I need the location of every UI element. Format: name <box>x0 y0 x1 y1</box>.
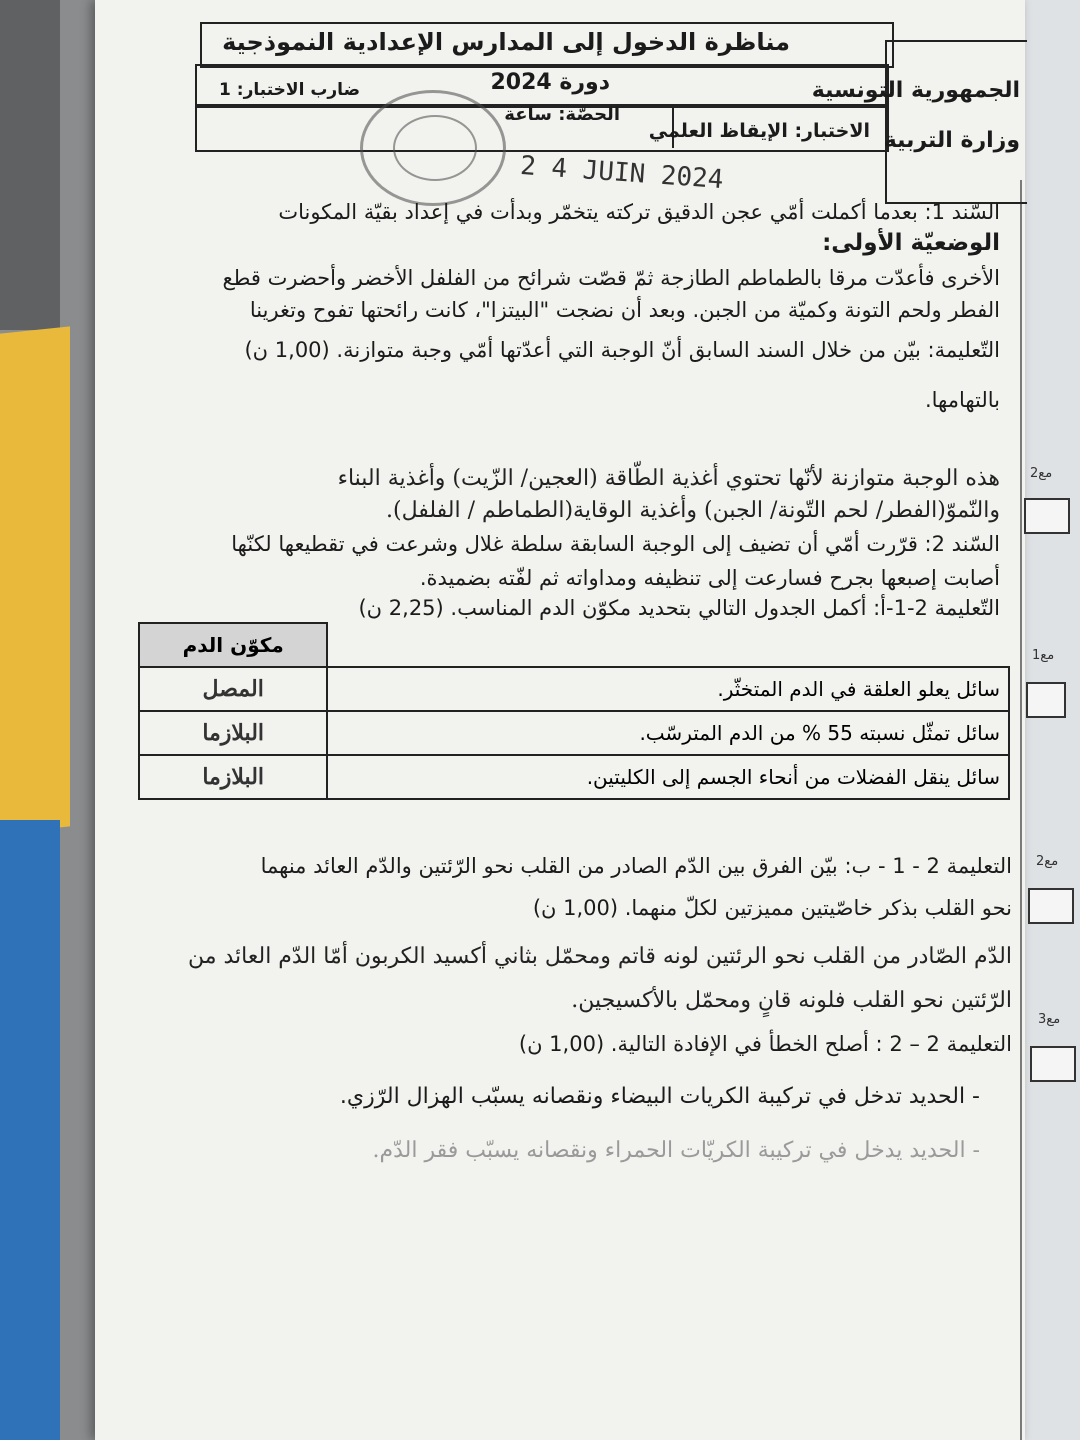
exam-subject: الاختبار: الإيقاظ العلمي <box>648 120 870 142</box>
stamp-emblem-icon <box>393 115 477 181</box>
doc1-line1: السّند 1: بعدما أكملت أمّي عجن الدقيق تركته يتخمّر وبدأت في إعداد بقيّة المكونات <box>278 200 1000 224</box>
table-row <box>139 755 1009 799</box>
answer-1-line1: هذه الوجبة متوازنة لأنّها تحتوي أغذية الطّاقة (العجين/ الزّيت) وأغذية البناء <box>337 466 1000 491</box>
grade-box-2[interactable] <box>1026 682 1066 718</box>
exam-title: مناظرة الدخول إلى المدارس الإعدادية النموذجية <box>222 28 790 56</box>
ministry-name: وزارة التربية <box>883 128 1020 153</box>
table-header-blood-component: مكوّن الدم <box>139 623 327 667</box>
doc1-line2: الأخرى فأعدّت مرقا بالطماطم الطازجة ثمّ قصّت شرائح من الفلفل الأخضر وأحضرت قطع <box>222 266 1000 290</box>
instruction-1: التّعليمة: بيّن من خلال السند السابق أنّ الوجبة التي أعدّتها أمّي وجبة متوازنة. (1,00 ن) <box>244 338 1000 362</box>
table-row-description: سائل يعلو العلقة في الدم المتخثّر. <box>327 667 1009 711</box>
table-row-answer[interactable]: المصل <box>139 667 327 711</box>
instruction-2-1-b-line2: نحو القلب بذكر خاصّيتين مميزتين لكلّ منهما. (1,00 ن) <box>532 896 1012 920</box>
grade-label-4: مع3 <box>1038 1012 1061 1027</box>
grade-box-1[interactable] <box>1024 498 1070 534</box>
table-row-description: سائل ينقل الفضلات من أنحاء الجسم إلى الكليتين. <box>327 755 1009 799</box>
corrected-statement: - الحديد يدخل في تركيبة الكريّات الحمراء ونقصانه يسبّب فقر الدّم. <box>372 1138 980 1163</box>
instruction-2-1-a: التّعليمة 2-1-أ: أكمل الجدول التالي بتحديد مكوّن الدم المناسب. (2,25 ن) <box>358 596 1000 620</box>
instruction-2-1-b-line1: التعليمة 2 - 1 - ب: بيّن الفرق بين الدّم الصادر من القلب نحو الرّئتين والدّم العائد منهما <box>260 854 1012 878</box>
official-stamp <box>360 90 506 206</box>
exam-duration: الحصّة: ساعة <box>504 104 620 125</box>
right-page-edge <box>1025 0 1080 1440</box>
doc2-line1: السّند 2: قرّرت أمّي أن تضيف إلى الوجبة السابقة سلطة غلال وشرعت في تقطيعها لكنّها <box>231 532 1000 556</box>
grade-box-3[interactable] <box>1028 888 1074 924</box>
answer-2-1-b-line2: الرّئتين نحو القلب فلونه قانٍ ومحمّل بالأكسيجين. <box>571 988 1012 1013</box>
statement-to-correct: - الحديد تدخل في تركيبة الكريات البيضاء ونقصانه يسبّب الهزال الرّزي. <box>339 1084 980 1109</box>
grade-label-3: مع2 <box>1036 854 1059 869</box>
blood-components-table <box>138 622 1010 800</box>
background-dark <box>0 0 60 330</box>
doc1-line4: بالتهامها. <box>924 388 1000 412</box>
background-yellow-folder <box>0 326 70 833</box>
doc1-line3: الفطر ولحم التونة وكميّة من الجبن. وبعد أن نضجت "البيتزا"، كانت رائحتها تفوح وتغرينا <box>249 298 1000 322</box>
table-row <box>139 667 1009 711</box>
table-row-answer[interactable]: البلازما <box>139 755 327 799</box>
table-empty-header <box>327 623 1009 667</box>
grade-label-2: مع1 <box>1032 648 1055 663</box>
table-row-answer[interactable]: البلازما <box>139 711 327 755</box>
exam-coefficient: ضارب الاختبار: 1 <box>219 80 360 100</box>
situation-title: الوضعيّة الأولى: <box>822 230 1000 256</box>
answer-2-1-b-line1: الدّم الصّادر من القلب نحو الرئتين لونه قاتم ومحمّل بثاني أكسيد الكربون أمّا الدّم العائد من <box>187 944 1012 969</box>
republic-name: الجمهورية التونسية <box>811 78 1020 103</box>
doc2-line2: أصابت إصبعها بجرح فسارعت إلى تنظيفه ومداواته ثم لفّته بضميدة. <box>419 566 1000 590</box>
margin-line <box>1020 180 1022 1440</box>
table-row <box>139 711 1009 755</box>
grade-label-1: مع2 <box>1030 466 1053 481</box>
grade-box-4[interactable] <box>1030 1046 1076 1082</box>
stamp-date: 2 4 JUIN 2024 <box>519 150 725 196</box>
exam-session: دورة 2024 <box>490 70 610 95</box>
instruction-2-2: التعليمة 2 – 2 : أصلح الخطأ في الإفادة التالية. (1,00 ن) <box>518 1032 1012 1056</box>
background-blue-folder <box>0 820 60 1440</box>
table-row-description: سائل تمثّل نسبته 55 % من الدم المترسّب. <box>327 711 1009 755</box>
header-ministry-box <box>885 40 1027 204</box>
answer-1-line2: والنّموّ(الفطر/ لحم التّونة/ الجبن) وأغذية الوقاية(الطماطم / الفلفل). <box>386 498 1000 523</box>
